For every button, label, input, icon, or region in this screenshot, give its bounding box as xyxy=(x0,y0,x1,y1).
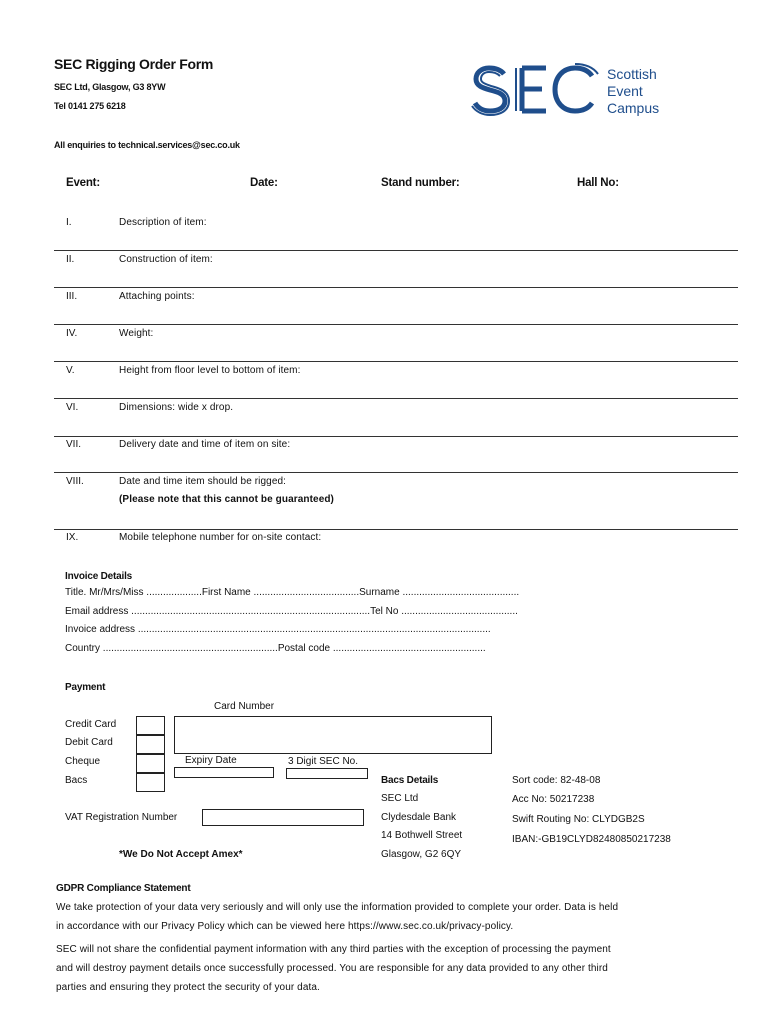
logo-word-scottish: Scottish xyxy=(607,66,657,82)
form-title: SEC Rigging Order Form xyxy=(54,56,214,72)
bacs-line: Glasgow, G2 6QY xyxy=(381,849,462,860)
item-number: VI. xyxy=(66,402,79,413)
bacs-line: Clydesdale Bank xyxy=(381,812,457,823)
gdpr-text-line: We take protection of your data very seriously and will only use the information provided to complete your order. Data is held xyxy=(56,902,619,913)
divider xyxy=(54,436,738,437)
item-number: I. xyxy=(66,217,72,228)
vat-registration-label: VAT Registration Number xyxy=(65,812,178,823)
stand-number-field-label[interactable]: Stand number: xyxy=(381,177,460,189)
credit-card-checkbox[interactable] xyxy=(136,716,165,735)
payment-heading: Payment xyxy=(65,682,106,693)
invoice-email-line[interactable]: Email address ......................................................................................Tel No .......................................... xyxy=(65,606,518,617)
enquiries-email: All enquiries to technical.services@sec.co.uk xyxy=(54,140,240,150)
payment-method-label: Cheque xyxy=(65,756,101,767)
divider xyxy=(54,250,738,251)
item-label: Date and time item should be rigged: xyxy=(119,476,287,487)
item-label: Dimensions: wide x drop. xyxy=(119,402,234,413)
no-amex-notice: *We Do Not Accept Amex* xyxy=(119,849,243,860)
company-address: SEC Ltd, Glasgow, G3 8YW xyxy=(54,82,166,92)
item-label: Attaching points: xyxy=(119,291,195,302)
payment-method-label: Credit Card xyxy=(65,719,117,730)
item-label: Description of item: xyxy=(119,217,207,228)
debit-card-checkbox[interactable] xyxy=(136,735,165,754)
divider xyxy=(54,529,738,530)
gdpr-text-line: and will destroy payment details once successfully processed. You are responsible for any data provided to any other third xyxy=(56,963,608,974)
gdpr-text-line: SEC will not share the confidential payment information with any third parties with the exception of processing the payment xyxy=(56,944,611,955)
divider xyxy=(54,398,738,399)
item-label: Mobile telephone number for on-site contact: xyxy=(119,532,322,543)
gdpr-heading: GDPR Compliance Statement xyxy=(56,883,191,894)
bacs-line: SEC Ltd xyxy=(381,793,419,804)
divider xyxy=(54,324,738,325)
invoice-name-line[interactable]: Title. Mr/Mrs/Miss ....................First Name ......................................Surname .......................................... xyxy=(65,587,520,598)
sec-logo-mark xyxy=(470,62,605,116)
vat-registration-input[interactable] xyxy=(202,809,364,826)
payment-method-label: Debit Card xyxy=(65,737,113,748)
date-field-label[interactable]: Date: xyxy=(250,177,278,189)
bacs-checkbox[interactable] xyxy=(136,773,165,792)
invoice-country-line[interactable]: Country ...............................................................Postal code ....................................................... xyxy=(65,643,486,654)
item-number: V. xyxy=(66,365,75,376)
logo-word-campus: Campus xyxy=(607,100,660,116)
item-number: II. xyxy=(66,254,75,265)
item-label: Weight: xyxy=(119,328,154,339)
invoice-address-line[interactable]: Invoice address ............................................................................................................................... xyxy=(65,624,491,635)
sec-logo xyxy=(470,62,670,120)
item-note: (Please note that this cannot be guaranteed) xyxy=(119,494,334,505)
item-number: VII. xyxy=(66,439,82,450)
card-number-input[interactable] xyxy=(174,716,492,754)
divider xyxy=(54,472,738,473)
account-number: Acc No: 50217238 xyxy=(512,794,595,805)
sec-number-label: 3 Digit SEC No. xyxy=(288,756,359,767)
expiry-date-input[interactable] xyxy=(174,767,274,778)
hall-number-field-label[interactable]: Hall No: xyxy=(577,177,619,189)
event-field-label[interactable]: Event: xyxy=(66,177,100,189)
bacs-details-heading: Bacs Details xyxy=(381,775,439,786)
swift-routing-number: Swift Routing No: CLYDGB2S xyxy=(512,814,645,825)
bacs-line: 14 Bothwell Street xyxy=(381,830,463,841)
expiry-date-label: Expiry Date xyxy=(185,755,237,766)
gdpr-text-line: parties and ensuring they protect the security of your data. xyxy=(56,982,320,993)
logo-word-event: Event xyxy=(607,83,643,99)
card-number-label: Card Number xyxy=(214,701,275,712)
iban: IBAN:-GB19CLYD82480850217238 xyxy=(512,834,671,845)
company-telephone: Tel 0141 275 6218 xyxy=(54,101,126,111)
sort-code: Sort code: 82-48-08 xyxy=(512,775,601,786)
invoice-details-heading: Invoice Details xyxy=(65,571,133,582)
divider xyxy=(54,361,738,362)
item-label: Construction of item: xyxy=(119,254,213,265)
divider xyxy=(54,287,738,288)
item-label: Height from floor level to bottom of item: xyxy=(119,365,301,376)
payment-method-label: Bacs xyxy=(65,775,88,786)
item-number: IV. xyxy=(66,328,78,339)
cheque-checkbox[interactable] xyxy=(136,754,165,773)
item-number: IX. xyxy=(66,532,79,543)
sec-number-input[interactable] xyxy=(286,768,368,779)
item-number: VIII. xyxy=(66,476,84,487)
gdpr-text-line: in accordance with our Privacy Policy which can be viewed here https://www.sec.co.uk/privacy-policy. xyxy=(56,921,514,932)
item-label: Delivery date and time of item on site: xyxy=(119,439,291,450)
item-number: III. xyxy=(66,291,78,302)
